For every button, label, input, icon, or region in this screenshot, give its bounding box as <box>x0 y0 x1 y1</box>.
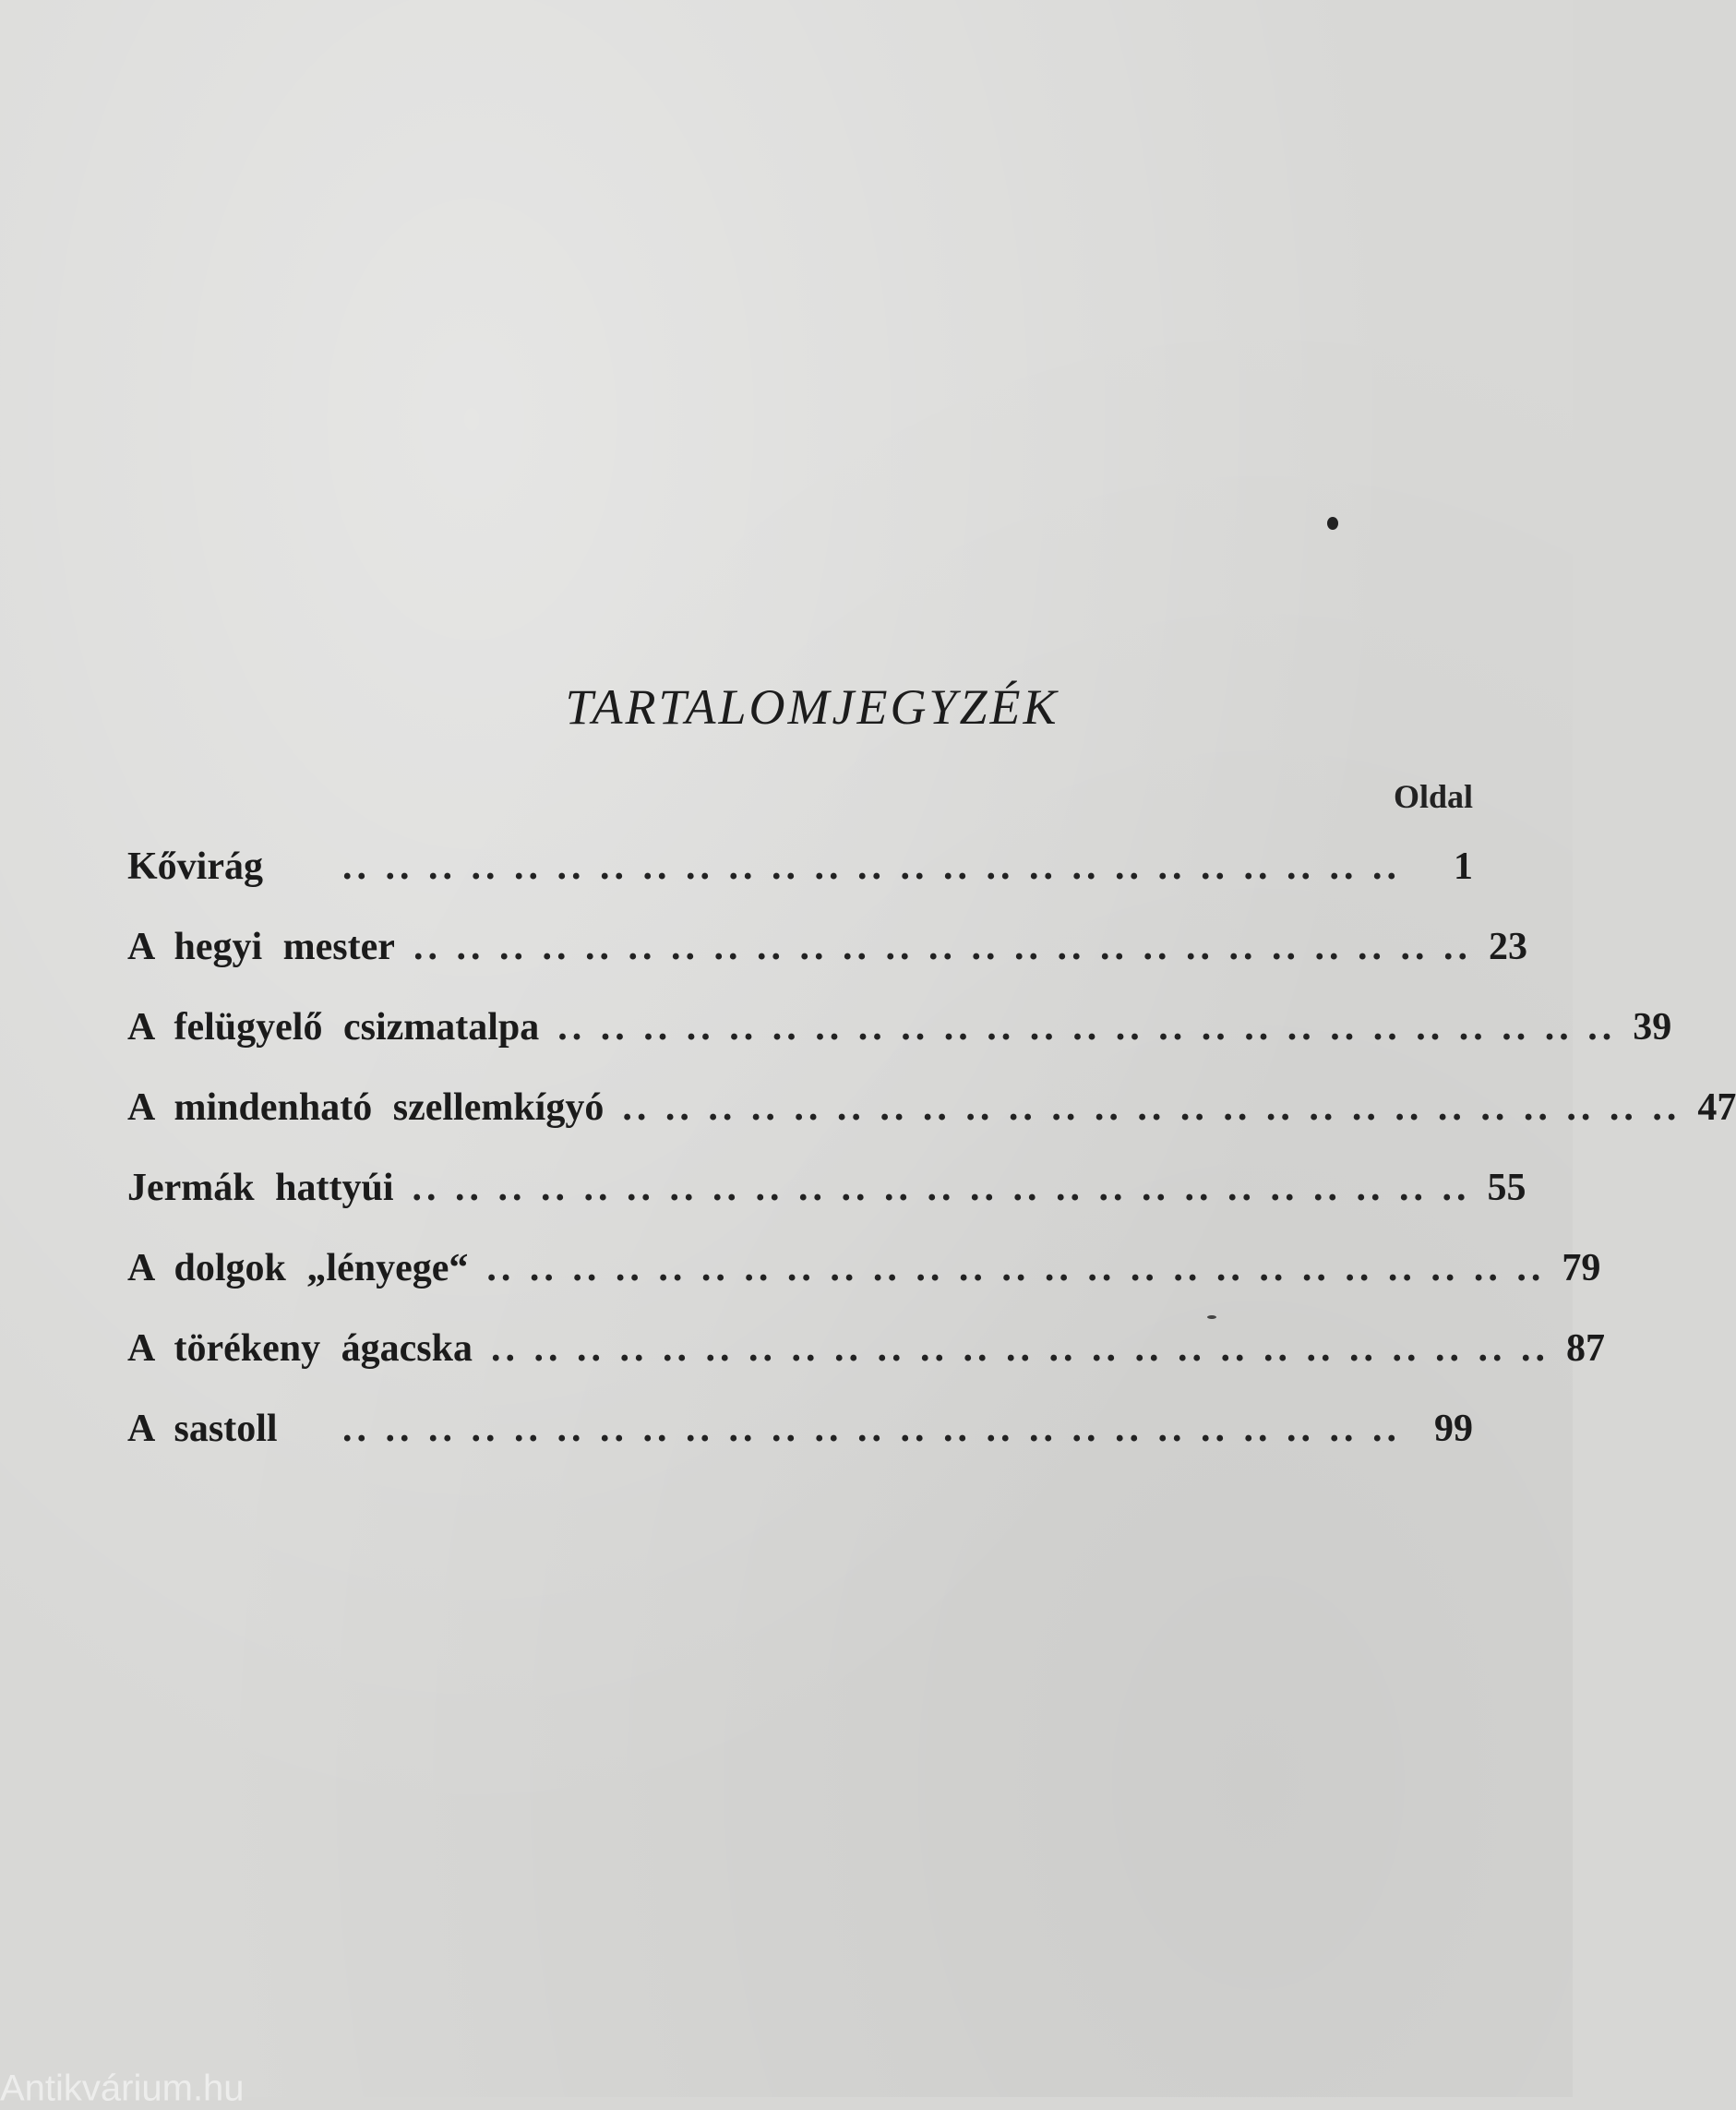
toc-entry <box>127 1326 1605 1407</box>
toc-entry <box>127 1085 1736 1166</box>
toc-entry-title: A felügyelő csizmatalpa <box>127 1006 540 1049</box>
toc-entry <box>127 1005 1672 1085</box>
toc-entry-page: 23 <box>1488 926 1527 968</box>
leader-dots: .. .. .. .. .. .. .. .. .. .. .. .. .. .. .. .. .. .. .. .. .. .. .. .. .. <box>342 1408 1401 1450</box>
toc-entry-page: 47 <box>1697 1086 1736 1129</box>
leader-dots: .. .. .. .. .. .. .. .. .. .. .. .. .. .. .. .. .. .. .. .. .. .. .. .. .. <box>413 926 1472 968</box>
toc-entry-title: A hegyi mester <box>127 926 395 968</box>
toc-entry-title: A dolgok „lényege“ <box>127 1247 469 1289</box>
toc-entry-title: A törékeny ágacska <box>127 1327 473 1370</box>
toc-entry-page: 99 <box>1434 1408 1473 1450</box>
toc-entry <box>127 925 1527 1005</box>
toc-entry-page: 55 <box>1487 1167 1526 1209</box>
toc-entry <box>127 1407 1473 1487</box>
toc-entry-title: Kővirág <box>127 845 263 888</box>
leader-dots: .. .. .. .. .. .. .. .. .. .. .. .. .. .. .. .. .. .. .. .. .. .. .. .. .. <box>486 1247 1546 1289</box>
toc-entry-page: 39 <box>1633 1006 1672 1049</box>
leader-dots: .. .. .. .. .. .. .. .. .. .. .. .. .. .. .. .. .. .. .. .. .. .. .. .. .. <box>622 1086 1682 1129</box>
toc-entry <box>127 1246 1601 1326</box>
toc-entry-page: 79 <box>1562 1247 1601 1289</box>
toc-entry-page: 1 <box>1454 845 1473 888</box>
watermark: Antikvárium.hu <box>0 2068 245 2109</box>
leader-dots: .. .. .. .. .. .. .. .. .. .. .. .. .. .. .. .. .. .. .. .. .. .. .. .. .. <box>412 1167 1471 1209</box>
toc-entry-title: Jermák hattyúi <box>127 1167 394 1209</box>
toc-entry-title: A sastoll <box>127 1408 278 1450</box>
table-of-contents <box>127 845 1736 1487</box>
page-column-label: Oldal <box>1393 778 1473 815</box>
ink-speck <box>1327 517 1338 530</box>
page-title: TARTALOMJEGYZÉK <box>565 679 1060 735</box>
leader-dots: .. .. .. .. .. .. .. .. .. .. .. .. .. .. .. .. .. .. .. .. .. .. .. .. .. <box>491 1327 1550 1370</box>
toc-entry-title: A mindenható szellemkígyó <box>127 1086 605 1129</box>
leader-dots: .. .. .. .. .. .. .. .. .. .. .. .. .. .. .. .. .. .. .. .. .. .. .. .. .. <box>557 1006 1617 1049</box>
toc-entry <box>127 1166 1526 1246</box>
leader-dots: .. .. .. .. .. .. .. .. .. .. .. .. .. .. .. .. .. .. .. .. .. .. .. .. .. <box>342 845 1401 888</box>
toc-entry <box>127 845 1473 925</box>
toc-entry-page: 87 <box>1566 1327 1605 1370</box>
